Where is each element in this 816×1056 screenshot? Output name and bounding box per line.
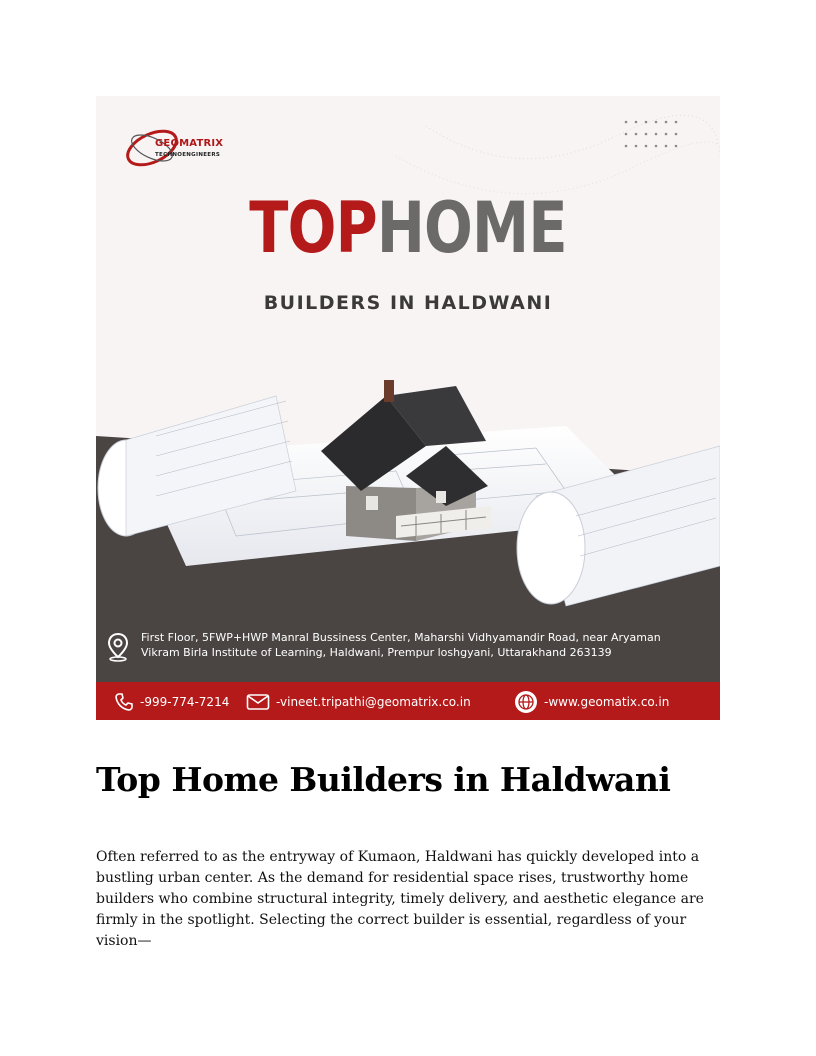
- banner-subheading: BUILDERS IN HALDWANI: [263, 292, 553, 314]
- banner-headline: [152, 188, 664, 268]
- website-contact[interactable]: [514, 691, 669, 713]
- globe-icon: [514, 690, 538, 714]
- article-paragraph: Often referred to as the entryway of Kumaon, Haldwani has quickly developed into a bustling urban center. As the demand for residential space rises, trustworthy home builders who combine structural integrity, timely delivery, and aesthetic elegance are firmly in the spotlight. Selecting the correct builder is essential, regardless of your vision—: [96, 849, 704, 949]
- location-pin-icon: [106, 632, 130, 662]
- email-contact[interactable]: [246, 691, 471, 713]
- phone-contact[interactable]: [114, 691, 229, 713]
- website-url: -www.geomatix.co.in: [544, 695, 670, 709]
- company-logo: [122, 116, 232, 180]
- phone-icon: [114, 692, 134, 712]
- email-icon: [246, 693, 270, 711]
- phone-number: -999-774-7214: [140, 695, 230, 709]
- headline-home: HOME: [376, 187, 567, 269]
- email-address: -vineet.tripathi@geomatrix.co.in: [276, 695, 471, 709]
- article-title: Top Home Builders in Haldwani: [96, 760, 671, 799]
- promo-banner: [96, 96, 720, 720]
- logo-tagline: TECHNOENGINEERS: [155, 152, 221, 158]
- contact-bar: [96, 682, 720, 720]
- logo-name: GEOMATRIX: [155, 138, 224, 149]
- address-text: First Floor, 5FWP+HWP Manral Bussiness Center, Maharshi Vidhyamandir Road, near Aryaman Vikram Birla Institute of Learning, Haldwani, Prempur loshgyani, Uttarakhand 263139: [141, 631, 661, 659]
- address-row: [106, 628, 706, 678]
- headline-top: TOP: [249, 187, 377, 269]
